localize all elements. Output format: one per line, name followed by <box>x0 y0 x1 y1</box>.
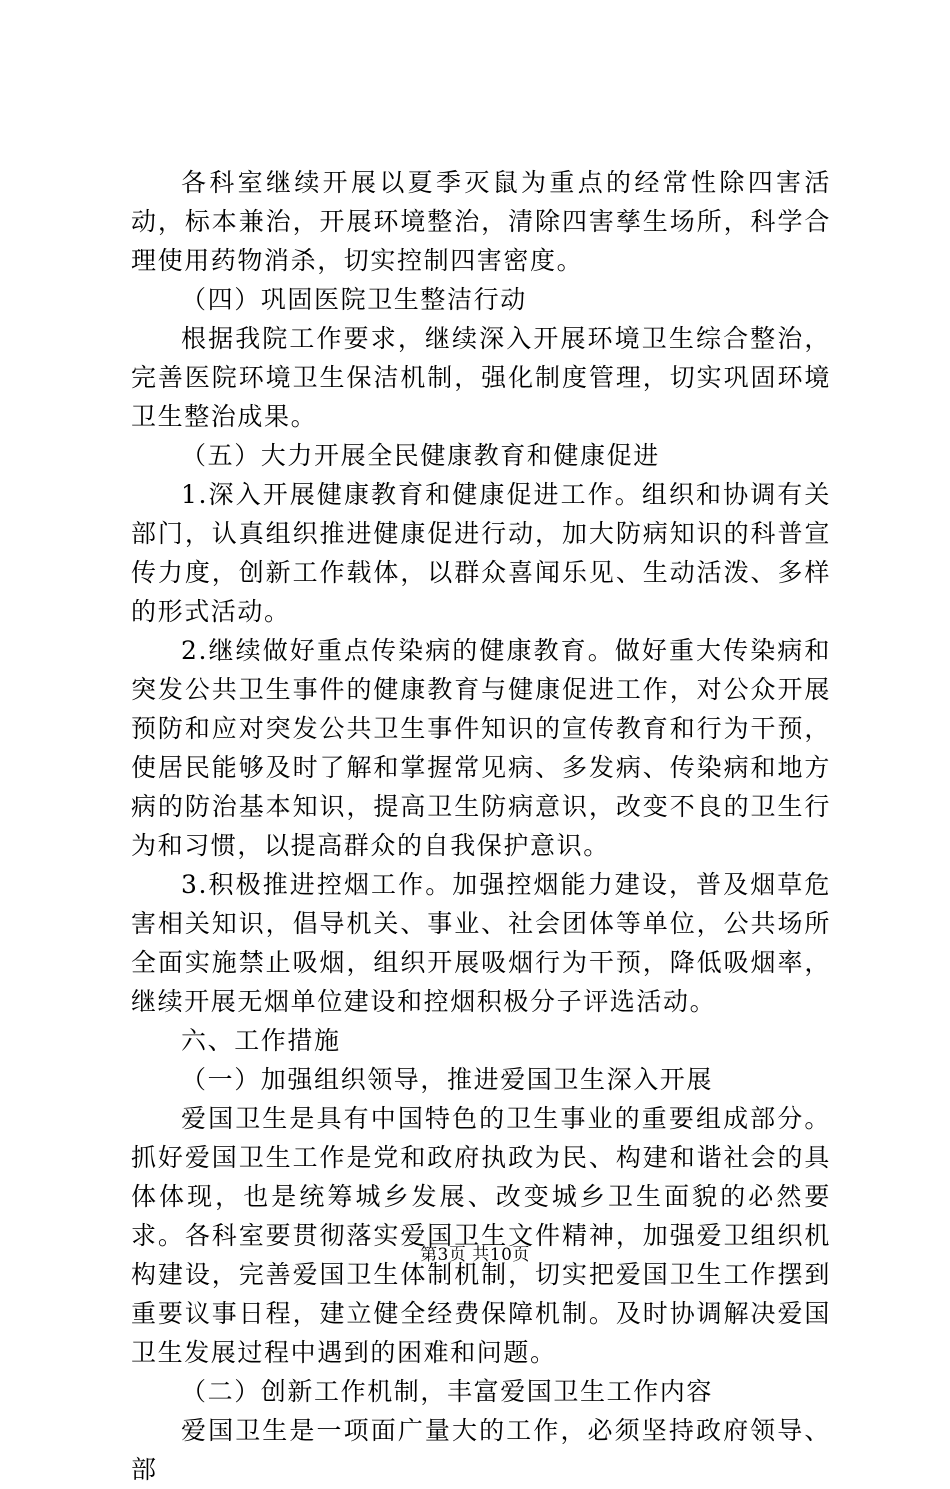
paragraph-item-1-health-promotion: 1.深入开展健康教育和健康促进工作。组织和协调有关部门，认真组织推进健康促进行动，加大防病知识的科普宣传力度，创新工作载体，以群众喜闻乐见、生动活泼、多样的形式活动。 <box>131 480 831 626</box>
heading-work-measures: 六、工作措施 <box>181 1026 341 1055</box>
heading-health-education: （五）大力开展全民健康教育和健康促进 <box>181 441 660 470</box>
heading-organization-leadership: （一）加强组织领导，推进爱国卫生深入开展 <box>181 1065 714 1094</box>
paragraph-item-2-infectious-disease: 2.继续做好重点传染病的健康教育。做好重大传染病和突发公共卫生事件的健康教育与健康促进工作，对公众开展预防和应对突发公共卫生事件知识的宣传教育和行为干预，使居民能够及时了解和掌握常见病、多发病、传染病和地方病的防治基本知识，提高卫生防病意识，改变不良的卫生行为和习惯，以提高群众的自我保护意识。 <box>131 636 831 860</box>
paragraph-environment-rectification: 根据我院工作要求，继续深入开展环境卫生综合整治，完善医院环境卫生保洁机制，强化制度管理，切实巩固环境卫生整治成果。 <box>131 324 831 431</box>
paragraph-de-rat-control: 各科室继续开展以夏季灭鼠为重点的经常性除四害活动，标本兼治，开展环境整治，清除四害孳生场所，科学合理使用药物消杀，切实控制四害密度。 <box>131 168 831 275</box>
paragraph-patriotic-health-importance: 爱国卫生是具有中国特色的卫生事业的重要组成部分。抓好爱国卫生工作是党和政府执政为民、构建和谐社会的具体体现，也是统筹城乡发展、改变城乡卫生面貌的必然要求。各科室要贯彻落实爱国卫生文件精神，加强爱卫组织机构建设，完善爱国卫生体制机制，切实把爱国卫生工作摆到重要议事日程，建立健全经费保障机制。及时协调解决爱国卫生发展过程中遇到的困难和问题。 <box>131 1104 831 1367</box>
heading-innovation-mechanism: （二）创新工作机制，丰富爱国卫生工作内容 <box>181 1377 714 1406</box>
paragraph-patriotic-health-broad-work: 爱国卫生是一项面广量大的工作，必须坚持政府领导、部 <box>131 1416 831 1484</box>
document-body <box>131 163 831 1489</box>
paragraph-item-3-tobacco-control: 3.积极推进控烟工作。加强控烟能力建设，普及烟草危害相关知识，倡导机关、事业、社会团体等单位，公共场所全面实施禁止吸烟，组织开展吸烟行为干预，降低吸烟率，继续开展无烟单位建设和控烟积极分子评选活动。 <box>131 870 831 1016</box>
page-number-footer: 第3页 共10页 <box>420 1245 530 1265</box>
heading-hospital-sanitation: （四）巩固医院卫生整洁行动 <box>181 285 527 314</box>
